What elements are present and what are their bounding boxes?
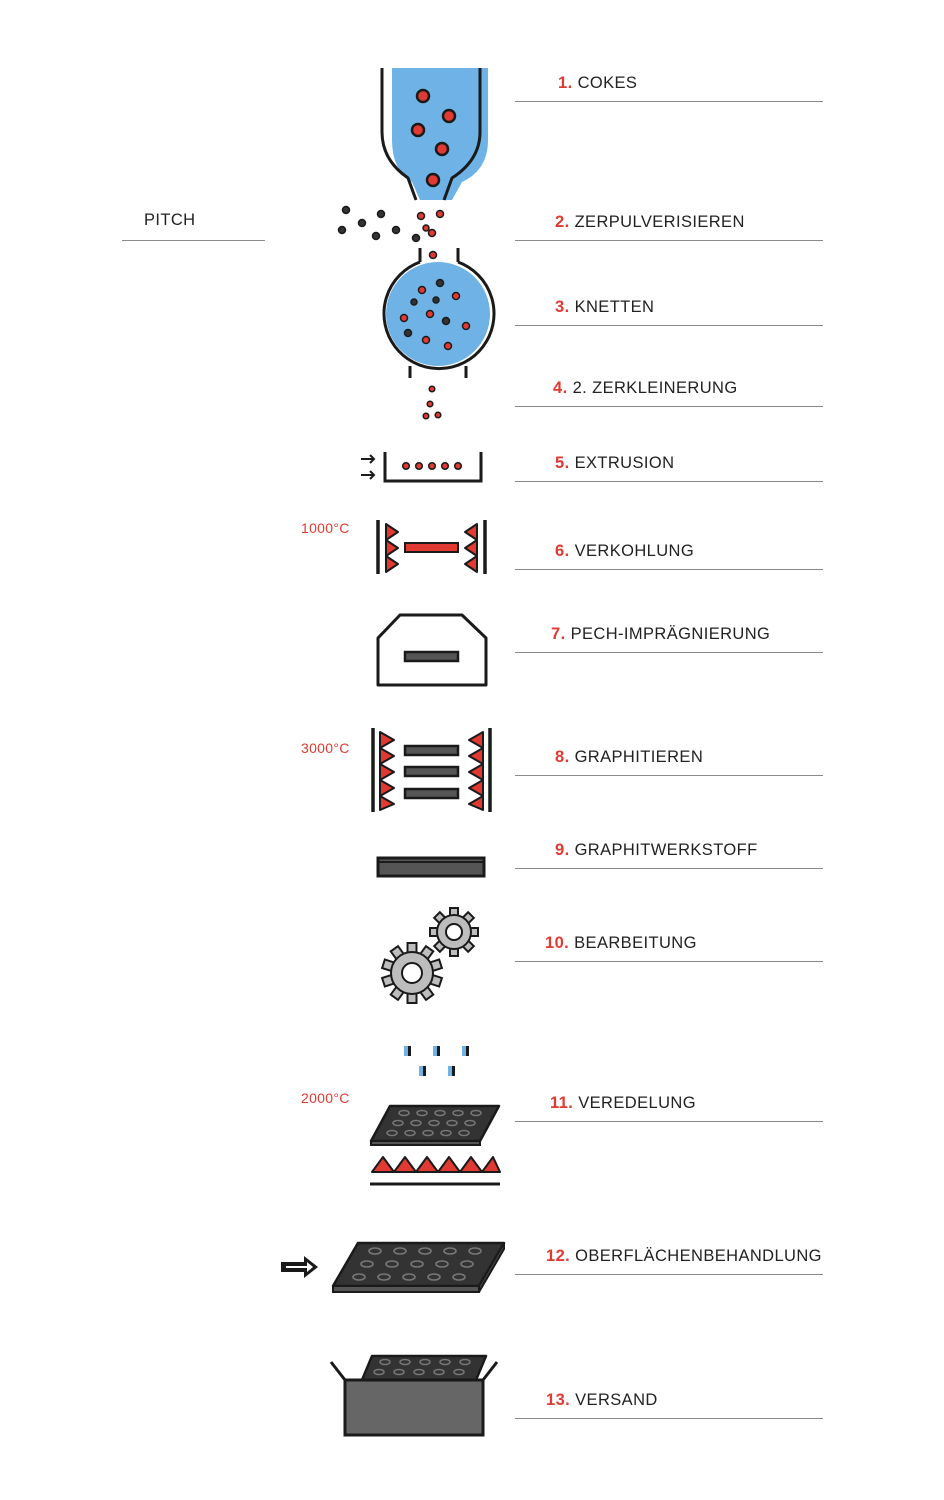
step-number: 13. (546, 1391, 571, 1409)
step-label: PECH-IMPRÄGNIERUNG (570, 625, 771, 643)
graphite-block-icon (378, 858, 484, 876)
treated-plate-icon (333, 1243, 504, 1292)
pitch-label: PITCH (144, 211, 196, 229)
step-label: VERSAND (575, 1391, 658, 1409)
step-number: 2. (555, 213, 570, 231)
step-veredelung (515, 1094, 823, 1122)
gears-icon (382, 908, 478, 1003)
step-pech-impraegnierung (515, 625, 823, 653)
step-number: 8. (555, 748, 570, 766)
step-label: OBERFLÄCHENBEHANDLUNG (575, 1247, 822, 1265)
heating-element-icon (370, 1157, 500, 1184)
step-number: 3. (555, 298, 570, 316)
step-label: GRAPHITWERKSTOFF (574, 841, 758, 859)
pitch-label-row (122, 200, 265, 241)
step-zerpulverisieren (515, 213, 823, 241)
impregnation-vessel-icon (378, 615, 486, 685)
step-label: GRAPHITIEREN (574, 748, 704, 766)
perforated-plate-icon (371, 1106, 499, 1145)
step-graphitwerkstoff (515, 841, 823, 869)
step-number: 1. (558, 74, 573, 92)
temperature-graphitization: 3000°C (301, 740, 350, 756)
step-label: VEREDELUNG (578, 1094, 696, 1112)
step-oberflaechenbehandlung (515, 1247, 823, 1275)
kneading-vessel-icon (384, 248, 494, 378)
carbonization-furnace-icon (378, 520, 485, 574)
step-cokes (515, 74, 823, 102)
step-label: ZERPULVERISIEREN (574, 213, 745, 231)
step-label: VERKOHLUNG (574, 542, 695, 560)
cokes-hopper-icon (382, 68, 488, 200)
graphitization-furnace-icon (373, 728, 490, 812)
refinement-droplets-icon (404, 1046, 469, 1076)
step-number: 7. (551, 625, 566, 643)
temperature-carbonization: 1000°C (301, 520, 350, 536)
step-number: 10. (545, 934, 570, 952)
step-number: 9. (555, 841, 570, 859)
step-bearbeitung (515, 934, 823, 962)
step-number: 12. (546, 1247, 571, 1265)
step-number: 5. (555, 454, 570, 472)
surface-treatment-arrow-icon (281, 1256, 318, 1278)
extrusion-icon (361, 452, 481, 481)
step-label: KNETTEN (574, 298, 655, 316)
step-zerkleinerung (515, 379, 823, 407)
step-extrusion (515, 454, 823, 482)
step-number: 6. (555, 542, 570, 560)
step-label: COKES (577, 74, 638, 92)
step-versand (515, 1391, 823, 1419)
shipping-box-icon (331, 1356, 497, 1435)
step-number: 11. (550, 1094, 574, 1112)
step-graphitieren (515, 748, 823, 776)
crushed-particles-icon (423, 386, 441, 419)
step-label: 2. ZERKLEINERUNG (572, 379, 738, 397)
temperature-refinement: 2000°C (301, 1090, 350, 1106)
step-label: BEARBEITUNG (574, 934, 697, 952)
step-label: EXTRUSION (574, 454, 675, 472)
step-number: 4. (553, 379, 568, 397)
pitch-particles-icon (339, 207, 420, 242)
step-knetten (515, 298, 823, 326)
step-verkohlung (515, 542, 823, 570)
